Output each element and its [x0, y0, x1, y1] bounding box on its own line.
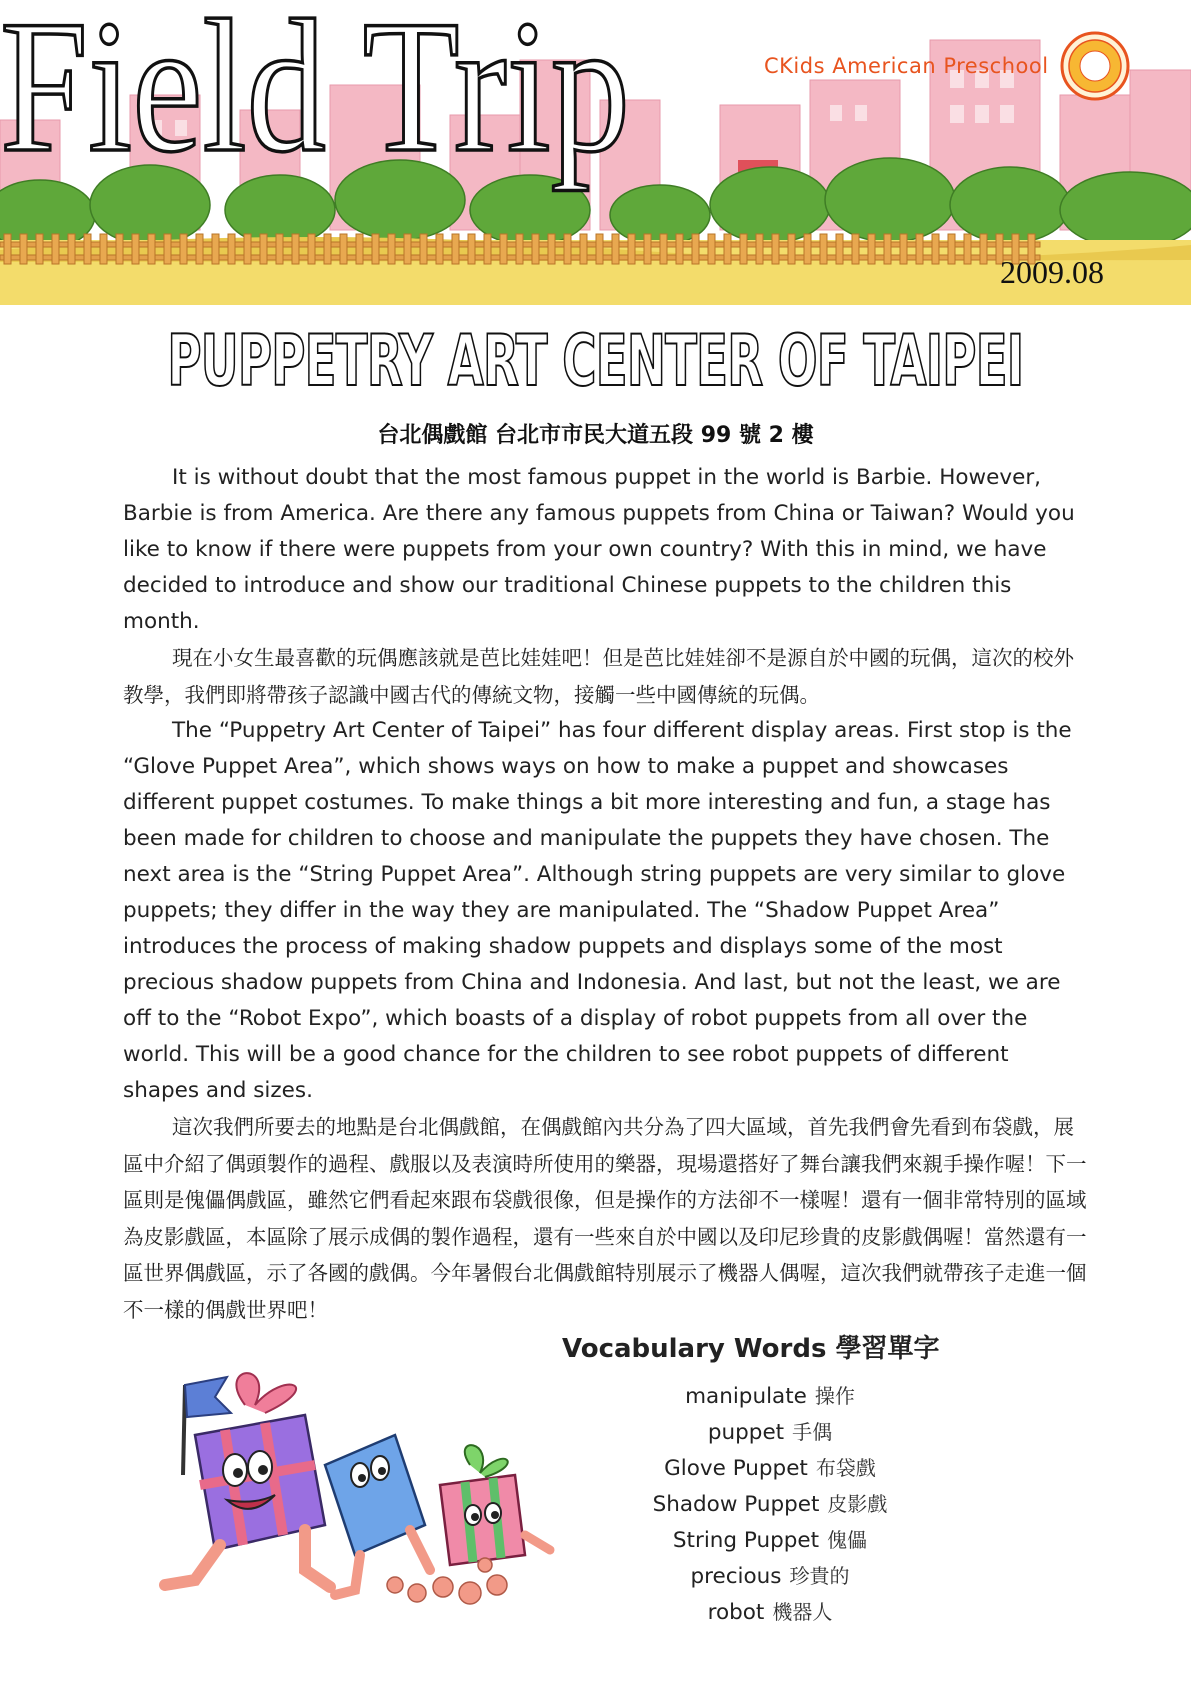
fence-post [36, 234, 43, 264]
fence-post [708, 234, 715, 264]
fence-post [116, 234, 123, 264]
vocab-item: robot 機器人 [707, 1600, 833, 1625]
article-headline: PUPPETRY ART CENTER OF TAIPEI [167, 320, 1024, 402]
fence-post [164, 234, 171, 264]
svg-text:Field Trip: Field Trip [0, 0, 630, 192]
fence-post [468, 234, 475, 264]
fence-post [356, 234, 363, 264]
field-trip-title [0, 0, 640, 200]
bouncing-balls [387, 1558, 507, 1604]
fence-post [612, 234, 619, 264]
fence-post [884, 234, 891, 264]
fence-post [276, 234, 283, 264]
fence-post [324, 234, 331, 264]
school-name: CKids American Preschool [764, 54, 1049, 78]
fence-post [340, 234, 347, 264]
fence-post [260, 234, 267, 264]
vocab-item: precious 珍貴的 [690, 1564, 850, 1589]
venue-address: 台北偶戲館 台北市市民大道五段 99 號 2 樓 [377, 423, 814, 448]
fence-post [484, 234, 491, 264]
paragraph-areas-en: The “Puppetry Art Center of Taipei” has four different display areas. First stop is the “Glove Puppet Area”, which shows ways on how to make a puppet and showcases different puppet costumes. To make things a bit more interesting and fun, a stage has been made for children to choose and manipulate the puppets they have chosen. The next area is the “String Puppet Area”. Although string puppets are very similar to glove puppets; they differ in the way they are manipulated. The “Shadow Puppet Area” introduces the process of making shadow puppets and displays some of the most precious shadow puppets from China and Indonesia. And last, but not the least, we are off to the “Robot Expo”, which boasts of a display of robot puppets from all over the world. This will be a good chance for the children to see robot puppets of different shapes and sizes. [123, 718, 1072, 1103]
fence-post [564, 234, 571, 264]
fence-post [900, 234, 907, 264]
vocab-item: manipulate 操作 [685, 1384, 855, 1409]
vocabulary-title: Vocabulary Words 學習單字 [562, 1334, 940, 1364]
fence-post [532, 234, 539, 264]
fence-post [228, 234, 235, 264]
fence-post [724, 234, 731, 264]
fence-post [932, 234, 939, 264]
fence-post [196, 234, 203, 264]
vocab-item: puppet 手偶 [707, 1420, 833, 1445]
fence-post [420, 234, 427, 264]
fence-post [244, 234, 251, 264]
fence-post [852, 234, 859, 264]
fence-post [596, 234, 603, 264]
fence-post [68, 234, 75, 264]
fence-post [436, 234, 443, 264]
fence-post [868, 234, 875, 264]
vocab-item: Shadow Puppet 皮影戲 [652, 1492, 888, 1517]
article-body [123, 460, 1088, 1328]
fence-post [692, 234, 699, 264]
fence-post [84, 234, 91, 264]
vocab-item: Glove Puppet 布袋戲 [664, 1456, 876, 1481]
fence-post [292, 234, 299, 264]
fence-post [516, 234, 523, 264]
fence-post [804, 234, 811, 264]
issue-date: 2009.08 [1000, 254, 1104, 290]
fence-post [372, 234, 379, 264]
fence-post [308, 234, 315, 264]
header-banner [0, 0, 1191, 305]
fence-post [180, 234, 187, 264]
fence-post [628, 234, 635, 264]
flag-pole [183, 1385, 185, 1475]
fence-post [660, 234, 667, 264]
fence-post [756, 234, 763, 264]
fence-post [404, 234, 411, 264]
fence-post [676, 234, 683, 264]
vocab-item: String Puppet 傀儡 [672, 1528, 868, 1553]
vocabulary-list [560, 1380, 980, 1632]
fence-post [772, 234, 779, 264]
gift-box-characters-illustration [155, 1355, 575, 1605]
fence-post [740, 234, 747, 264]
flag-icon [185, 1377, 231, 1417]
fence-post [788, 234, 795, 264]
fence-post [4, 234, 11, 264]
fence-post [148, 234, 155, 264]
paragraph-intro-zh: 現在小女生最喜歡的玩偶應該就是芭比娃娃吧！但是芭比娃娃卻不是源自於中國的玩偶，這次的校外教學，我們即將帶孩子認識中國古代的傳統文物，接觸一些中國傳統的玩偶。 [123, 646, 1074, 707]
fence-post [820, 234, 827, 264]
fence-post [212, 234, 219, 264]
blue-gift-box [325, 1435, 430, 1595]
green-gift-box [440, 1445, 550, 1565]
fence-post [980, 234, 987, 264]
fence-post [100, 234, 107, 264]
fence-post [548, 234, 555, 264]
fence-post [388, 234, 395, 264]
fence-post [132, 234, 139, 264]
fence-post [500, 234, 507, 264]
fence-post [52, 234, 59, 264]
fence-post [948, 234, 955, 264]
fence-post [644, 234, 651, 264]
school-logo [1062, 33, 1128, 99]
paragraph-areas-zh: 這次我們所要去的地點是台北偶戲館，在偶戲館內共分為了四大區域，首先我們會先看到布袋戲，展區中介紹了偶頭製作的過程、戲服以及表演時所使用的樂器，現場還搭好了舞台讓我們來親手操作喔！下一區則是傀儡偶戲區，雖然它們看起來跟布袋戲很像，但是操作的方法卻不一樣喔！還有一個非常特別的區域為皮影戲區，本區除了展示成偶的製作過程，還有一些來自於中國以及印尼珍貴的皮影戲偶喔！當然還有一區世界偶戲區，示了各國的戲偶。今年暑假台北偶戲館特別展示了機器人偶喔，這次我們就帶孩子走進一個不一樣的偶戲世界吧！ [123, 1115, 1087, 1322]
fence-post [916, 234, 923, 264]
fence-post [580, 234, 587, 264]
fence-post [20, 234, 27, 264]
paragraph-intro-en: It is without doubt that the most famous puppet in the world is Barbie. However, Barbie is from America. Are there any famous puppets from China or Taiwan? Would you like to know if there were puppets from your own country? With this in mind, we have decided to introduce and show our traditional Chinese puppets to the children this month. [123, 465, 1075, 634]
fence-post [964, 234, 971, 264]
fence-post [836, 234, 843, 264]
fence-post [452, 234, 459, 264]
